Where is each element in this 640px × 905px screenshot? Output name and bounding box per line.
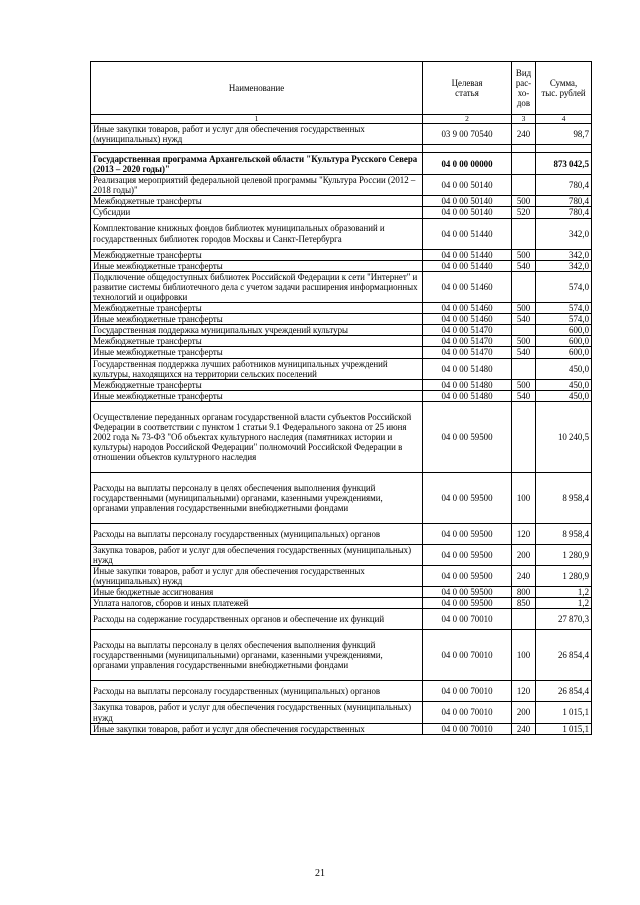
row-kind: 500 [512,249,536,260]
row-kind [512,609,536,630]
spacer-row [91,145,592,153]
table-row [91,630,592,681]
row-sum: 450,0 [536,379,592,390]
row-name: Иные межбюджетные трансферты [91,347,423,358]
budget-table [90,61,592,735]
row-code: 04 0 00 51440 [423,249,512,260]
row-kind: 240 [512,566,536,587]
row-sum: 873 042,5 [536,153,592,175]
table-row [91,260,592,271]
row-code: 04 0 00 59500 [423,401,512,472]
row-name: Иные межбюджетные трансферты [91,260,423,271]
row-code: 04 0 00 70010 [423,723,512,734]
row-code: 04 0 00 59500 [423,472,512,523]
row-sum: 342,0 [536,249,592,260]
row-kind: 100 [512,630,536,681]
row-sum: 1 280,9 [536,544,592,565]
table-row [91,207,592,218]
row-sum: 574,0 [536,314,592,325]
row-name: Осуществление переданных органам государственной власти субъектов Российской Федерации в соответствии с пунктом 1 статьи 9.1 Федерального закона от 25 июня 2002 года № 73-ФЗ "Об объектах культурного наследия (памятниках истории и культуры) народов Российской Федерации" полномочий Российской Федерации в отношении объектов культурного наследия [91,401,423,472]
table-row [91,544,592,565]
row-kind: 540 [512,390,536,401]
table-row [91,472,592,523]
row-kind: 850 [512,598,536,609]
row-code: 04 0 00 51460 [423,303,512,314]
table-row [91,325,592,336]
table-row [91,124,592,145]
table-row [91,566,592,587]
row-kind [512,175,536,196]
row-code: 04 0 00 50140 [423,196,512,207]
row-sum: 600,0 [536,336,592,347]
table-row [91,401,592,472]
row-kind: 500 [512,303,536,314]
table-row [91,271,592,302]
row-kind: 800 [512,587,536,598]
row-sum: 1 015,1 [536,723,592,734]
row-sum: 600,0 [536,347,592,358]
row-kind [512,325,536,336]
row-code: 04 0 00 51440 [423,218,512,249]
table-row [91,249,592,260]
row-code: 04 0 00 51480 [423,379,512,390]
row-code: 04 0 00 51480 [423,358,512,379]
row-name: Уплата налогов, сборов и иных платежей [91,598,423,609]
row-name: Расходы на содержание государственных органов и обеспечение их функций [91,609,423,630]
row-sum: 1,2 [536,587,592,598]
row-name: Иные закупки товаров, работ и услуг для обеспечения государственных (муниципальных) нужд [91,566,423,587]
row-code: 04 0 00 59500 [423,566,512,587]
column-number: 3 [512,115,536,124]
row-sum: 342,0 [536,260,592,271]
row-kind: 120 [512,523,536,544]
column-number: 4 [536,115,592,124]
table-header-row [91,62,592,115]
row-name: Межбюджетные трансферты [91,196,423,207]
row-sum: 780,4 [536,175,592,196]
row-name: Государственная поддержка лучших работников муниципальных учреждений культуры, находящихся на территории сельских поселений [91,358,423,379]
header-expense-kind: Вид рас- хо- дов [512,62,536,115]
row-name: Иные закупки товаров, работ и услуг для обеспечения государственных (муниципальных) нужд [91,124,423,145]
row-sum: 780,4 [536,196,592,207]
row-name: Иные бюджетные ассигнования [91,587,423,598]
table-row-program [91,153,592,175]
header-target-article: Целевая статья [423,62,512,115]
row-code: 04 0 00 59500 [423,544,512,565]
row-code: 04 0 00 00000 [423,153,512,175]
row-sum: 26 854,4 [536,630,592,681]
row-sum: 8 958,4 [536,523,592,544]
row-sum: 342,0 [536,218,592,249]
row-code: 04 0 00 51480 [423,390,512,401]
row-sum: 600,0 [536,325,592,336]
row-kind: 240 [512,124,536,145]
row-kind: 120 [512,681,536,702]
row-code: 04 0 00 51470 [423,347,512,358]
row-name: Иные межбюджетные трансферты [91,314,423,325]
row-code: 04 0 00 51470 [423,325,512,336]
row-name: Расходы на выплаты персоналу в целях обеспечения выполнения функций государственными (муниципальными) органами, казенными учреждениями, органами управления государственными внебюджетными фондами [91,472,423,523]
table-row [91,196,592,207]
row-kind: 500 [512,196,536,207]
table-row [91,390,592,401]
row-name: Государственная поддержка муниципальных учреждений культуры [91,325,423,336]
table-row [91,303,592,314]
row-code: 03 9 00 70540 [423,124,512,145]
row-kind: 540 [512,347,536,358]
row-sum: 10 240,5 [536,401,592,472]
page-number: 21 [315,868,325,879]
row-name: Иные закупки товаров, работ и услуг для обеспечения государственных [91,723,423,734]
row-sum: 8 958,4 [536,472,592,523]
row-name: Межбюджетные трансферты [91,379,423,390]
row-sum: 1 015,1 [536,702,592,723]
row-sum: 450,0 [536,358,592,379]
row-code: 04 0 00 70010 [423,681,512,702]
row-code: 04 0 00 51460 [423,314,512,325]
row-kind: 240 [512,723,536,734]
row-kind: 200 [512,702,536,723]
row-kind [512,401,536,472]
row-code: 04 0 00 51460 [423,271,512,302]
table-row [91,358,592,379]
table-row [91,314,592,325]
row-name: Государственная программа Архангельской области "Культура Русского Севера (2013 – 2020 годы)" [91,153,423,175]
row-sum: 98,7 [536,124,592,145]
row-name: Межбюджетные трансферты [91,336,423,347]
column-number-row [91,115,592,124]
row-sum: 26 854,4 [536,681,592,702]
table-row [91,609,592,630]
row-kind [512,218,536,249]
row-kind: 540 [512,260,536,271]
table-row [91,723,592,734]
row-kind: 200 [512,544,536,565]
row-kind [512,358,536,379]
column-number: 1 [91,115,423,124]
table-row [91,587,592,598]
row-code: 04 0 00 70010 [423,609,512,630]
row-kind [512,153,536,175]
row-name: Реализация мероприятий федеральной целевой программы "Культура России (2012 – 2018 годы)" [91,175,423,196]
row-code: 04 0 00 50140 [423,175,512,196]
table-row [91,598,592,609]
row-kind: 520 [512,207,536,218]
row-name: Подключение общедоступных библиотек Российской Федерации к сети "Интернет" и развитие системы библиотечного дела с учетом задачи расширения информационных технологий и оцифровки [91,271,423,302]
row-code: 04 0 00 70010 [423,702,512,723]
table-row [91,175,592,196]
row-sum: 1,2 [536,598,592,609]
row-code: 04 0 00 59500 [423,587,512,598]
row-kind [512,271,536,302]
row-code: 04 0 00 59500 [423,598,512,609]
table-row [91,681,592,702]
table-row [91,379,592,390]
row-code: 04 0 00 51470 [423,336,512,347]
row-code: 04 0 00 70010 [423,630,512,681]
row-name: Комплектование книжных фондов библиотек муниципальных образований и государственных библиотек городов Москвы и Санкт-Петербурга [91,218,423,249]
row-name: Закупка товаров, работ и услуг для обеспечения государственных (муниципальных) нужд [91,544,423,565]
row-name: Расходы на выплаты персоналу государственных (муниципальных) органов [91,523,423,544]
row-kind: 500 [512,336,536,347]
row-sum: 27 870,3 [536,609,592,630]
row-name: Субсидии [91,207,423,218]
row-sum: 574,0 [536,271,592,302]
row-kind: 540 [512,314,536,325]
row-code: 04 0 00 51440 [423,260,512,271]
row-code: 04 0 00 50140 [423,207,512,218]
table-row [91,347,592,358]
row-name: Закупка товаров, работ и услуг для обеспечения государственных (муниципальных) нужд [91,702,423,723]
row-name: Иные межбюджетные трансферты [91,390,423,401]
row-kind: 100 [512,472,536,523]
table-row [91,218,592,249]
row-name: Расходы на выплаты персоналу в целях обеспечения выполнения функций государственными (муниципальными) органами, казенными учреждениями, органами управления государственными внебюджетными фондами [91,630,423,681]
row-name: Межбюджетные трансферты [91,303,423,314]
header-sum: Сумма, тыс. рублей [536,62,592,115]
row-kind: 500 [512,379,536,390]
row-sum: 1 280,9 [536,566,592,587]
row-name: Межбюджетные трансферты [91,249,423,260]
table-row [91,702,592,723]
column-number: 2 [423,115,512,124]
table-row [91,523,592,544]
row-sum: 450,0 [536,390,592,401]
table-row [91,336,592,347]
header-name: Наименование [91,62,423,115]
row-sum: 574,0 [536,303,592,314]
row-name: Расходы на выплаты персоналу государственных (муниципальных) органов [91,681,423,702]
row-code: 04 0 00 59500 [423,523,512,544]
row-sum: 780,4 [536,207,592,218]
